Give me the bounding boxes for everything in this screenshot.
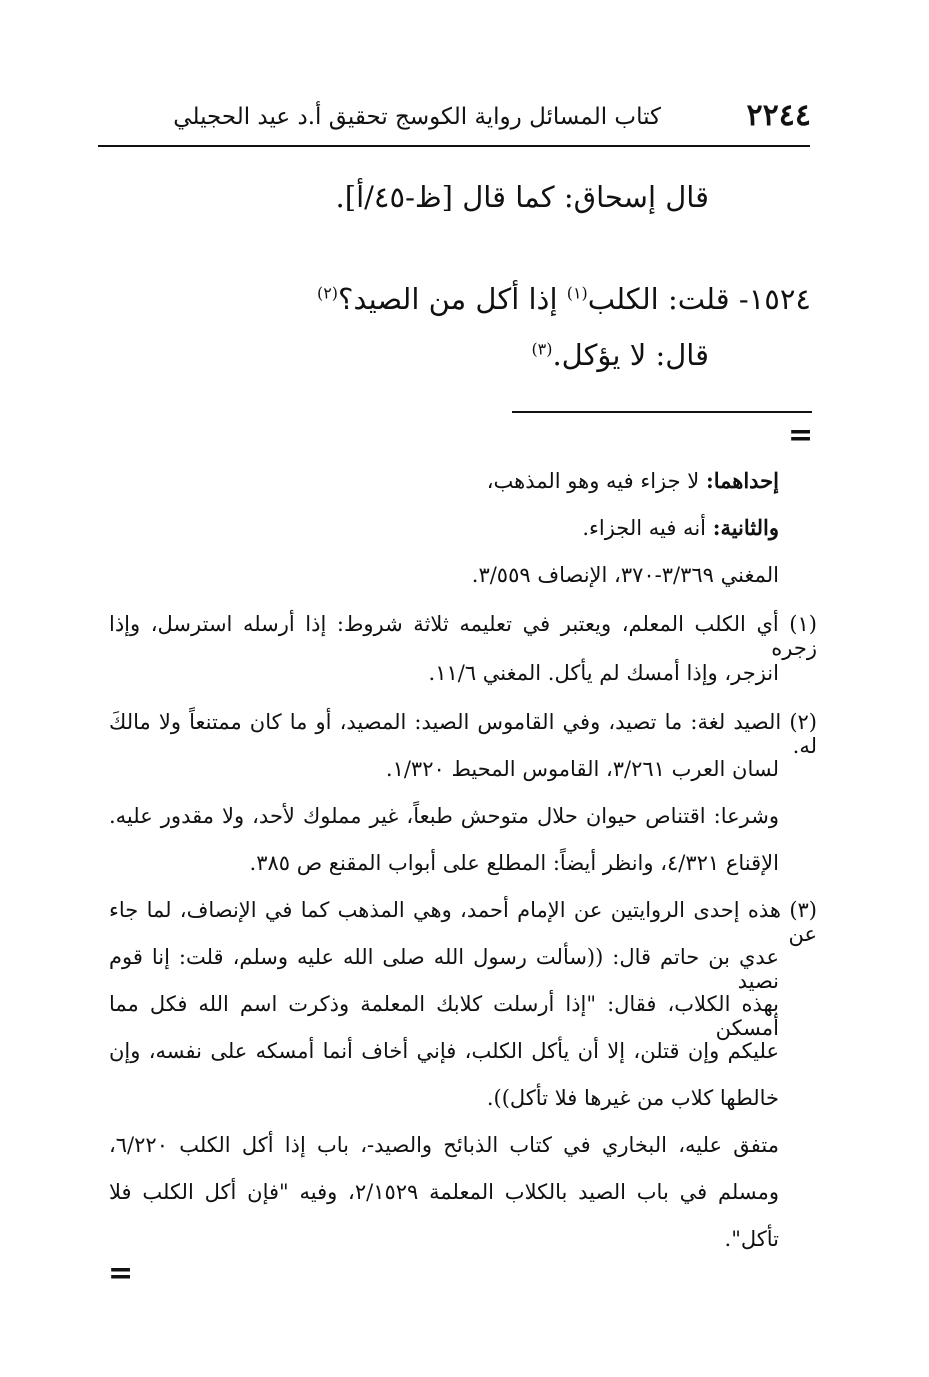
continuation-mark-bottom: = (108, 1256, 134, 1291)
footnote-3-line-5: خالطها كلاب من غيرها فلا تأكل)). (486, 1086, 779, 1110)
second-narration-text: أنه فيه الجزاء. (582, 516, 706, 540)
footnote-1-line-2: انزجر، وإذا أمسك لم يأكل. المغني ١١/٦. (428, 661, 779, 685)
issue-answer (531, 338, 709, 372)
second-narration-label: والثانية: (712, 515, 779, 540)
footnote-2-line-1: (٢) الصيد لغة: ما تصيد، وفي القاموس الصيد: المصيد، أو ما كان ممتنعاً ولا مالكَ له. (109, 710, 817, 758)
prev-footnote-citation: المغني ٣/٣٦٩-٣٧٠، الإنصاف ٣/٥٥٩. (471, 563, 779, 587)
first-narration-text: لا جزاء فيه وهو المذهب، (486, 469, 700, 493)
footnote-3-line-4: عليكم وإن قتلن، إلا أن يأكل الكلب، فإني أخاف أنما أمسكه على نفسه، وإن (109, 1039, 779, 1063)
footnote-2-line-4: الإقناع ٤/٣٢١، وانظر أيضاً: المطلع على أبواب المقنع ص ٣٨٥. (249, 851, 779, 875)
prev-footnote-line-1 (487, 468, 779, 493)
footnote-3-line-3: بهذه الكلاب، فقال: "إذا أرسلت كلابك المعلمة وذكرت اسم الله فكل مما أمسكن (109, 992, 779, 1040)
page-number: ٢٢٤٤ (746, 98, 811, 133)
footnote-2-line-3: وشرعا: اقتناص حيوان حلال متوحش طبعاً، غير مملوك لأحد، ولا مقدور عليه. (109, 804, 779, 828)
footnote-ref-3: (٣) (531, 339, 553, 359)
continuation-mark-top: = (788, 418, 814, 453)
issue-number: ١٥٢٤- (738, 282, 811, 316)
footnote-3-line-7: ومسلم في باب الصيد بالكلاب المعلمة ٢/١٥٢٩، وفيه "فإن أكل الكلب فلا (109, 1180, 780, 1204)
footnote-3-line-6: متفق عليه، البخاري في كتاب الذبائح والصيد-، باب إذا أكل الكلب ٦/٢٢٠، (109, 1133, 779, 1157)
footnote-ref-2: (٢) (316, 283, 338, 303)
question-part-b: إذا أكل من الصيد؟ (337, 282, 558, 316)
footnote-3-line-8: تأكل". (724, 1227, 779, 1251)
question-part-a: قلت: الكلب (587, 282, 730, 316)
prev-footnote-line-2 (582, 515, 779, 540)
footnote-1-line-1: (١) أي الكلب المعلم، ويعتبر في تعليمه ثلاثة شروط: إذا أرسله استرسل، وإذا زجره (109, 612, 817, 660)
running-header-title: كتاب المسائل رواية الكوسج تحقيق أ.د عيد الحجيلي (173, 104, 661, 130)
footnote-3-line-2: عدي بن حاتم قال: ((سألت رسول الله صلى الله عليه وسلم، قلت: إنا قوم نصيد (109, 945, 779, 993)
issue-question (317, 282, 811, 316)
footnote-2-line-2: لسان العرب ٣/٢٦١، القاموس المحيط ١/٣٢٠. (385, 757, 779, 781)
header-rule (98, 145, 810, 147)
footnote-separator (512, 411, 812, 413)
answer-text: قال: لا يؤكل. (552, 338, 709, 372)
footnote-ref-1: (١) (566, 283, 588, 303)
ishaq-statement: قال إسحاق: كما قال [ظ-٤٥/أ]. (335, 180, 709, 214)
first-narration-label: إحداهما: (705, 468, 779, 493)
footnote-3-line-1: (٣) هذه إحدى الروايتين عن الإمام أحمد، وهي المذهب كما في الإنصاف، لما جاء عن (109, 898, 817, 946)
